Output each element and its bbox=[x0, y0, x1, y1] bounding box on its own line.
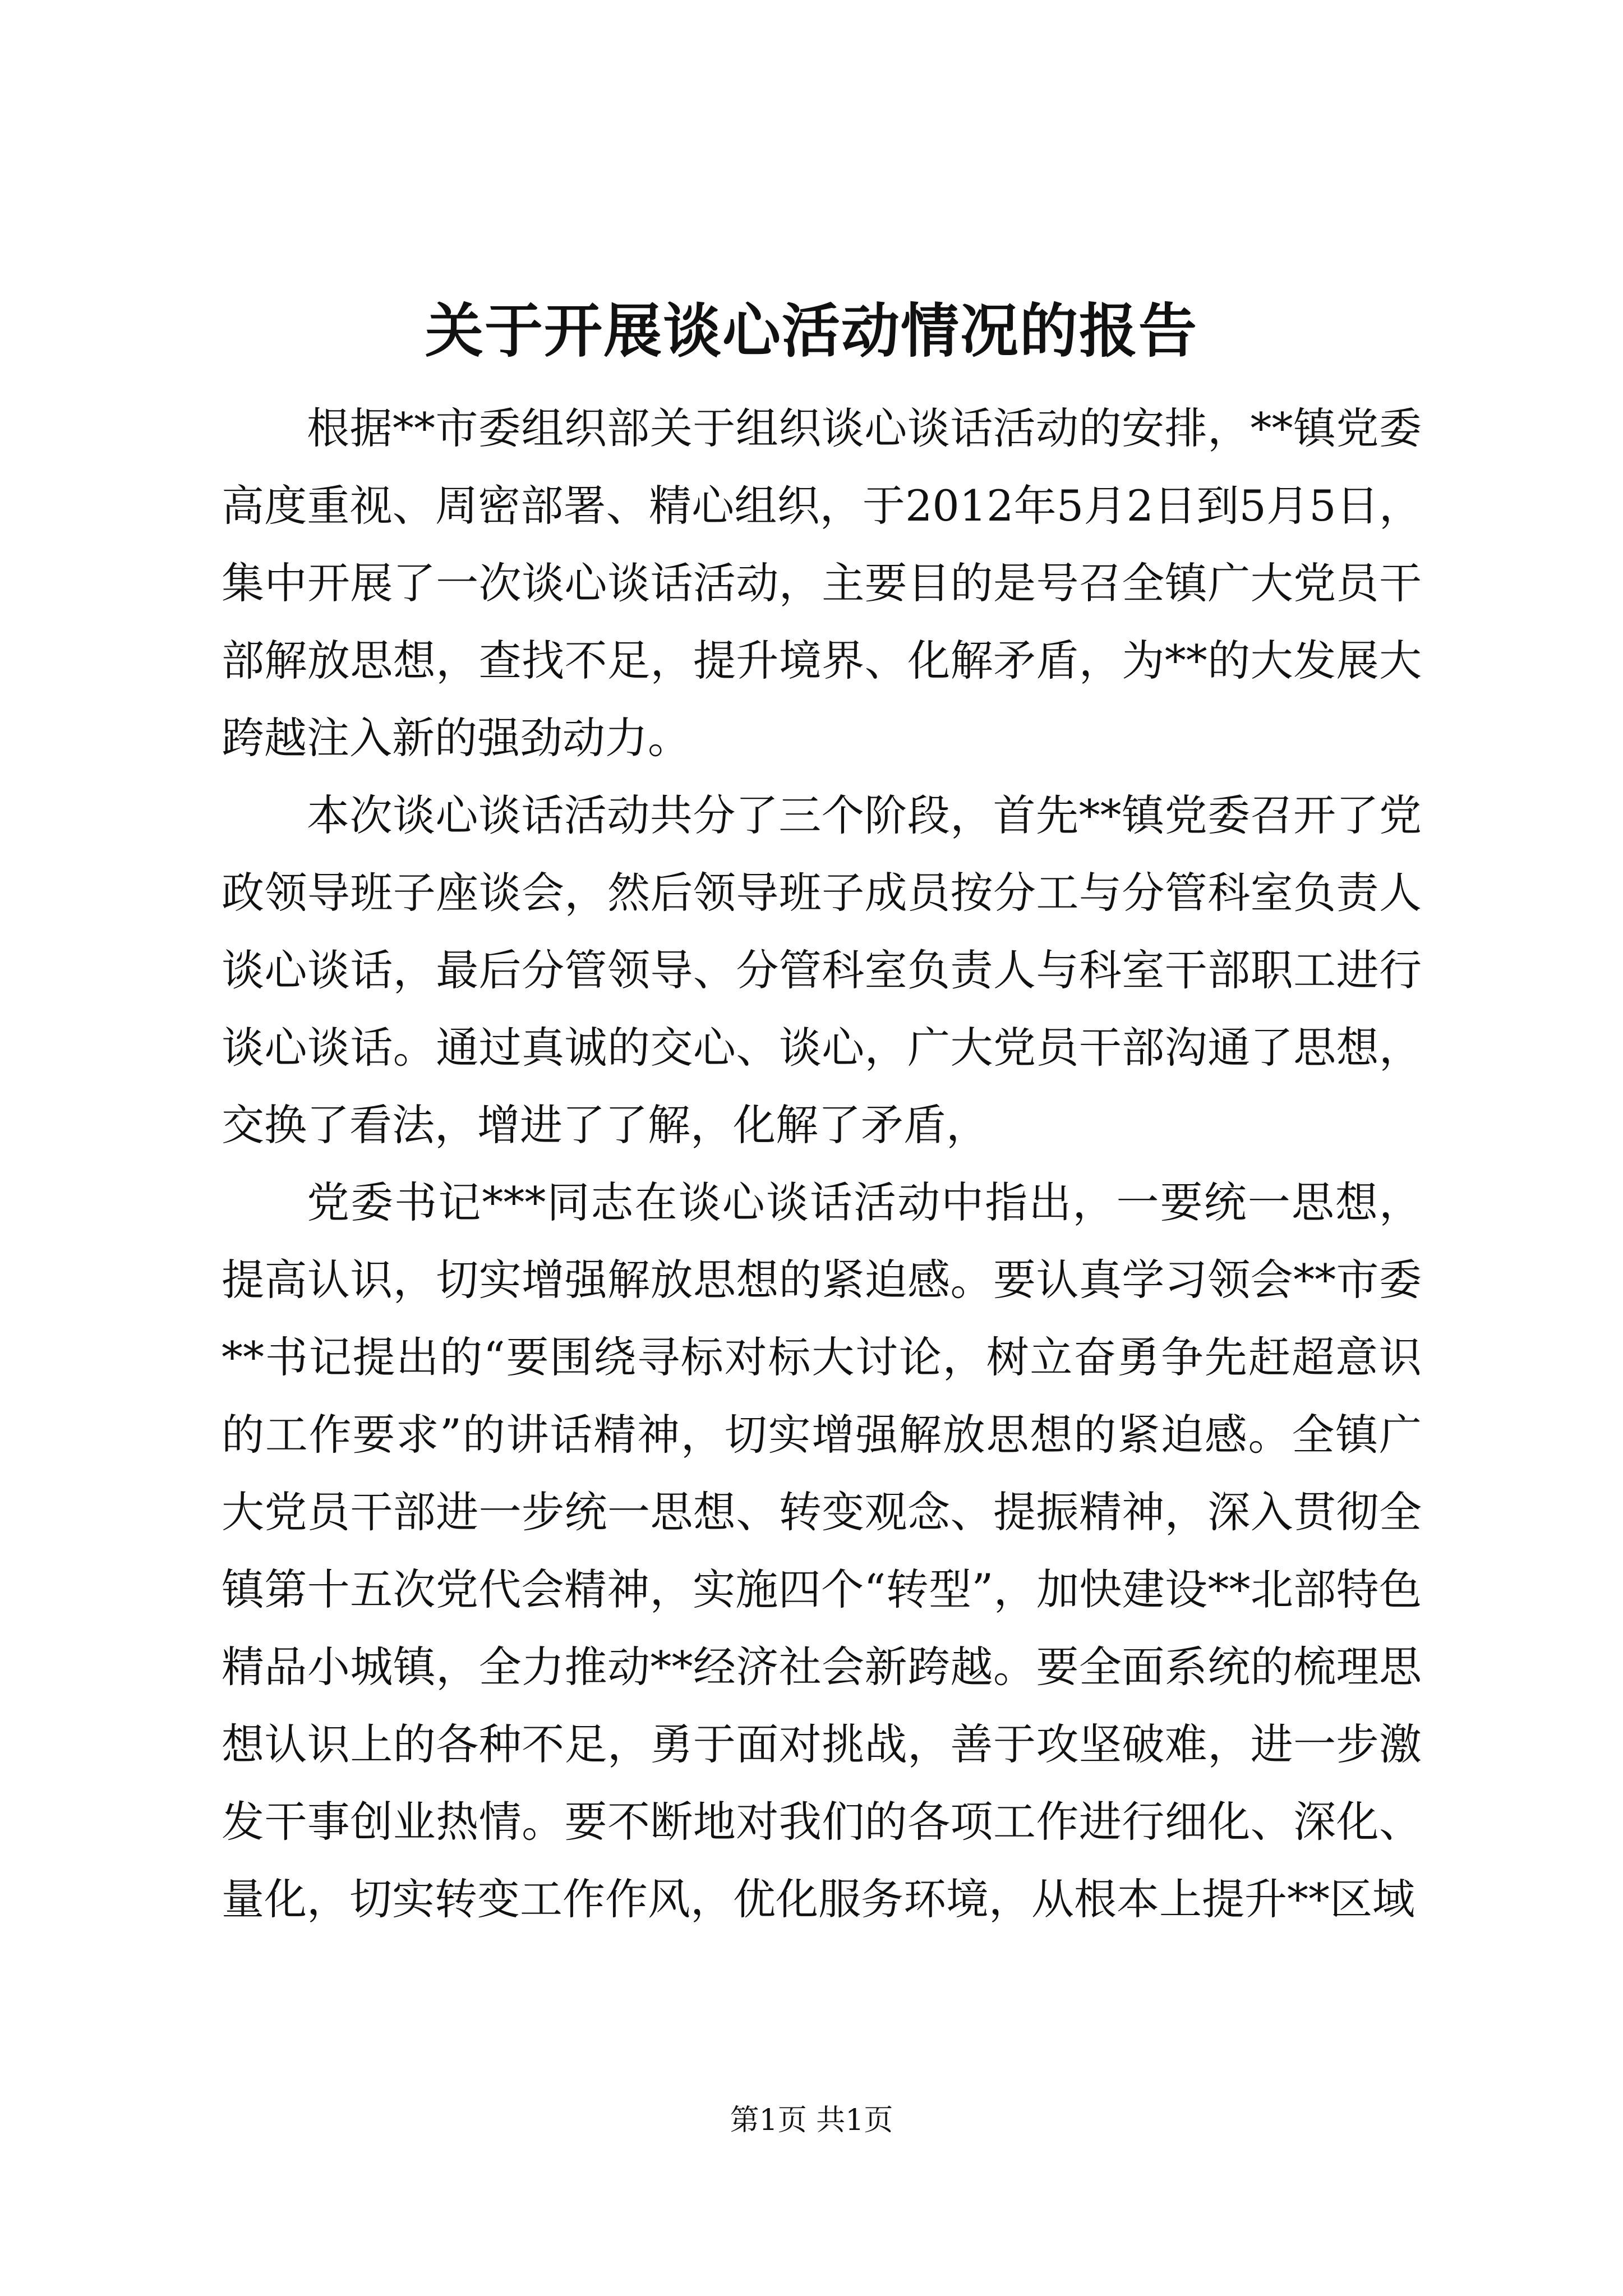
paragraph-2: 本次谈心谈话活动共分了三个阶段，首先**镇党委召开了党政领导班子座谈会，然后领导班子成员按分工与分管科室负责人谈心谈话，最后分管领导、分管科室负责人与科室干部职工进行谈心谈话。通过真诚的交心、谈心，广大党员干部沟通了思想，交换了看法，增进了了解，化解了矛盾， bbox=[222, 790, 1422, 1150]
document-title: 关于开展谈心活动情况的报告 bbox=[425, 296, 1198, 365]
paragraph-3: 党委书记***同志在谈心谈话活动中指出，一要统一思想，提高认识，切实增强解放思想的紧迫感。要认真学习领会**市委**书记提出的“要围绕寻标对标大讨论，树立奋勇争先赶超意识的工作要求”的讲话精神，切实增强解放思想的紧迫感。全镇广大党员干部进一步统一思想、转变观念、提振精神，深入贯彻全镇第十五次党代会精神，实施四个“转型”，加快建设**北部特色精品小城镇，全力推动**经济社会新跨越。要全面系统的梳理思想认识上的各种不足，勇于面对挑战，善于攻坚破难，进一步激发干事创业热情。要不断地对我们的各项工作进行细化、深化、量化，切实转变工作作风，优化服务环境，从根本上提升**区域 bbox=[222, 1177, 1422, 1924]
paragraph-1: 根据**市委组织部关于组织谈心谈话活动的安排，**镇党委高度重视、周密部署、精心组织，于2012年5月2日到5月5日，集中开展了一次谈心谈话活动，主要目的是号召全镇广大党员干部解放思想，查找不足，提升境界、化解矛盾，为**的大发展大跨越注入新的强劲动力。 bbox=[222, 403, 1422, 763]
page-footer: 第1页 共1页 bbox=[730, 2104, 893, 2137]
document-body bbox=[222, 390, 1422, 1938]
